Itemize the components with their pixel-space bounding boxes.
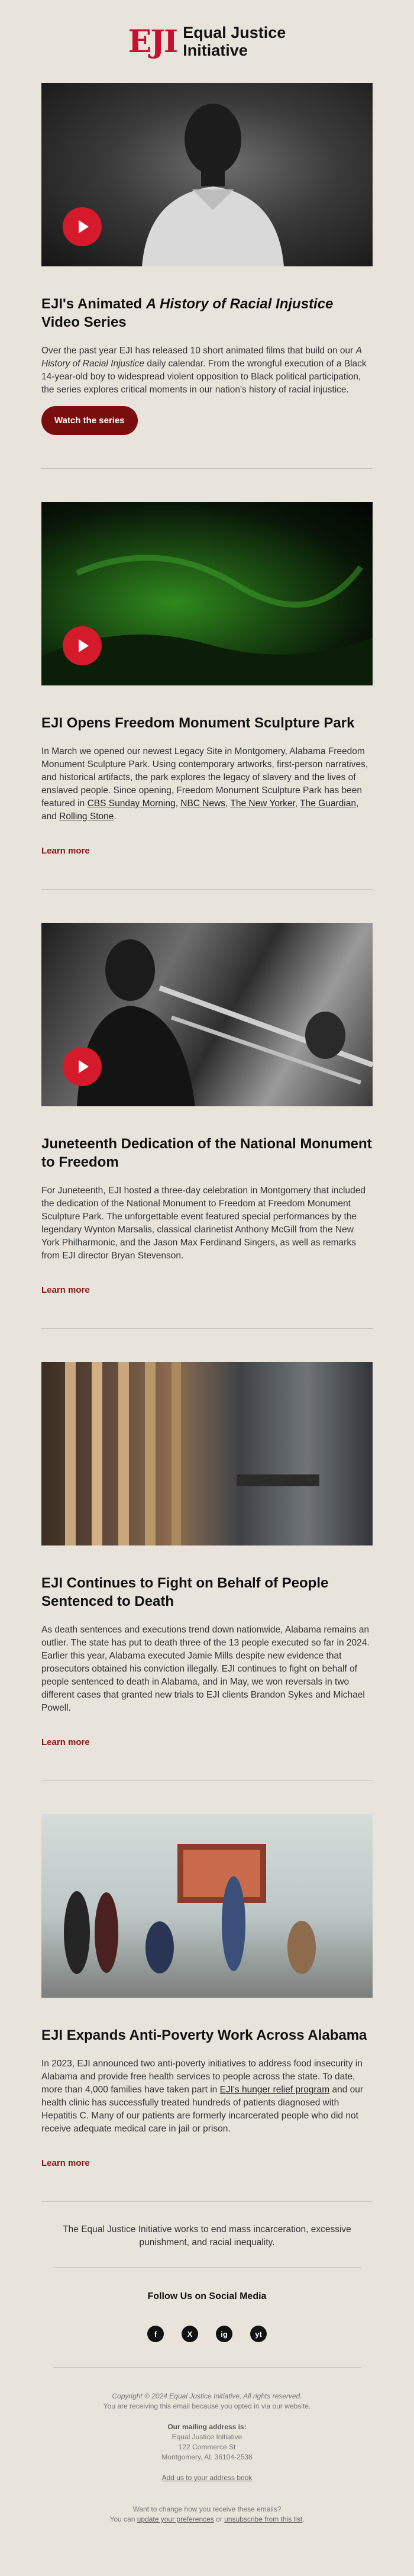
learn-more-link[interactable]: Learn more bbox=[41, 2158, 90, 2168]
copyright: Copyright © 2024 Equal Justice Initiative, All rights reserved. bbox=[112, 2392, 302, 2400]
youtube-icon[interactable]: yt bbox=[250, 2326, 267, 2342]
change-prompt: Want to change how you receive these emails? bbox=[132, 2505, 282, 2513]
story-juneteenth bbox=[41, 923, 373, 1329]
eji-logo-letters: EJI bbox=[128, 23, 177, 60]
section-divider bbox=[41, 889, 373, 890]
story-body: In March we opened our newest Legacy Site in Montgomery, Alabama Freedom Monument Sculpture Park. Using contemporary artworks, first-person narratives, and historical artifacts, the park explores the legacy of slavery and the lives of enslaved people. Since opening, Freedom Monument Sculpture Park has been featured in CBS Sunday Morning, NBC News, The New Yorker, The Guardian, and Rolling Stone. bbox=[41, 746, 368, 822]
section-divider bbox=[41, 1780, 373, 1781]
social-heading: Follow Us on Social Media bbox=[147, 2291, 267, 2301]
story-image-trombone-player[interactable] bbox=[41, 923, 373, 1106]
update-preferences-link[interactable]: update your preferences bbox=[137, 2515, 214, 2523]
cell-bars bbox=[41, 1362, 373, 1545]
preferences-line: You can update your preferences or unsubscribe from this list. bbox=[109, 2515, 305, 2523]
story-title: EJI Opens Freedom Monument Sculpture Park bbox=[41, 715, 355, 731]
learn-more-link[interactable]: Learn more bbox=[41, 1737, 90, 1747]
story-title: EJI Expands Anti-Poverty Work Across Alabama bbox=[41, 2027, 367, 2043]
link-nbc[interactable]: NBC News bbox=[180, 798, 226, 809]
story-body: For Juneteenth, EJI hosted a three-day celebration in Montgomery that included the dedication of the National Monument to Freedom at Freedom Monument Sculpture Park. The unforgettable event featured special performances by the legendary Wynton Marsalis, classical clarinetist Anthony McGill from the New York Philharmonic, and the Jason Max Ferdinand Singers, as well as remarks from EJI director Bryan Stevenson. bbox=[41, 1186, 366, 1261]
story-anti-poverty bbox=[41, 1814, 373, 2202]
link-new-yorker[interactable]: The New Yorker bbox=[230, 798, 295, 809]
story-body: Over the past year EJI has released 10 short animated films that build on our A History of Racial Injustice daily calendar. From the wrongful execution of a Black 14-year-old boy to widespread violent opposition to Black political participation, the series explores critical moments in our nation's history of racial injustice. bbox=[41, 346, 367, 395]
section-divider bbox=[41, 468, 373, 469]
address-line: Equal Justice Initiative bbox=[172, 2433, 242, 2441]
add-address-book-link[interactable]: Add us to your address book bbox=[161, 2474, 253, 2482]
optin-note: You are receiving this email because you opted in via our website. bbox=[103, 2402, 311, 2410]
x-twitter-icon[interactable]: X bbox=[182, 2326, 198, 2342]
story-title: EJI's Animated A History of Racial Injustice Video Series bbox=[41, 296, 334, 330]
facebook-icon[interactable]: f bbox=[147, 2326, 164, 2342]
clinic-people bbox=[41, 1814, 373, 1998]
story-image-boy-portrait[interactable] bbox=[41, 83, 373, 266]
section-divider bbox=[41, 2201, 373, 2202]
address-line: Montgomery, AL 36104-2538 bbox=[161, 2453, 253, 2461]
story-sculpture-park bbox=[41, 502, 373, 890]
instagram-icon[interactable]: ig bbox=[216, 2326, 232, 2342]
header-logo[interactable] bbox=[41, 0, 373, 83]
address-line: 122 Commerce St bbox=[178, 2443, 236, 2451]
social-icons bbox=[41, 2326, 373, 2342]
footer bbox=[41, 2202, 373, 2525]
org-name bbox=[183, 24, 286, 59]
play-button-icon[interactable] bbox=[63, 1047, 102, 1086]
story-image-health-clinic[interactable] bbox=[41, 1814, 373, 1998]
unsubscribe-link[interactable]: unsubscribe from this list bbox=[224, 2515, 303, 2523]
link-rolling-stone[interactable]: Rolling Stone bbox=[59, 812, 114, 822]
story-title: EJI Continues to Fight on Behalf of People Sentenced to Death bbox=[41, 1575, 329, 1609]
story-image-sculpture-park[interactable] bbox=[41, 502, 373, 685]
story-death-penalty bbox=[41, 1362, 373, 1781]
eji-logo-mark bbox=[128, 24, 177, 60]
section-divider bbox=[41, 1328, 373, 1329]
story-animated-series bbox=[41, 83, 373, 469]
link-cbs[interactable]: CBS Sunday Morning bbox=[87, 798, 176, 809]
story-title: Juneteenth Dedication of the National Monument to Freedom bbox=[41, 1136, 372, 1170]
mailing-label: Our mailing address is: bbox=[167, 2423, 247, 2431]
org-name-line2: Initiative bbox=[183, 41, 248, 59]
link-guardian[interactable]: The Guardian bbox=[300, 798, 356, 809]
org-name-line1: Equal Justice bbox=[183, 24, 286, 41]
story-body: As death sentences and executions trend down nationwide, Alabama remains an outlier. The state has put to death three of the 13 people executed so far in 2024. Earlier this year, Alabama executed Jamie Mills despite new evidence that prosecutors obtained his conviction illegally. EJI continues to fight on behalf of people sentenced to death in Alabama, and in May, we won reversals in two different cases that granted new trials to EJI clients Brandon Sykes and Michael Powell. bbox=[41, 1625, 370, 1713]
play-button-icon[interactable] bbox=[63, 626, 102, 665]
mission-statement: The Equal Justice Initiative works to end mass incarceration, excessive punishment, and racial inequality. bbox=[63, 2224, 351, 2247]
play-button-icon[interactable] bbox=[63, 207, 102, 246]
learn-more-link[interactable]: Learn more bbox=[41, 1285, 90, 1295]
watch-series-button[interactable]: Watch the series bbox=[41, 406, 138, 435]
footer-legal bbox=[41, 2391, 373, 2525]
learn-more-link[interactable]: Learn more bbox=[41, 846, 90, 856]
link-hunger-relief[interactable]: EJI's hunger relief program bbox=[219, 2085, 330, 2095]
story-body: In 2023, EJI announced two anti-poverty initiatives to address food insecurity in Alabama and provide free health services to people across the state. To date, more than 4,000 families have taken part in EJI's hunger relief program and our health clinic has successfully treated hundreds of patients diagnosed with Hepatitis C. Many of our patients are formerly incarcerated people who did not receive adequate medical care in jail or prison. bbox=[41, 2059, 364, 2134]
story-image-prison-cell[interactable] bbox=[41, 1362, 373, 1545]
email-container bbox=[41, 0, 373, 2525]
